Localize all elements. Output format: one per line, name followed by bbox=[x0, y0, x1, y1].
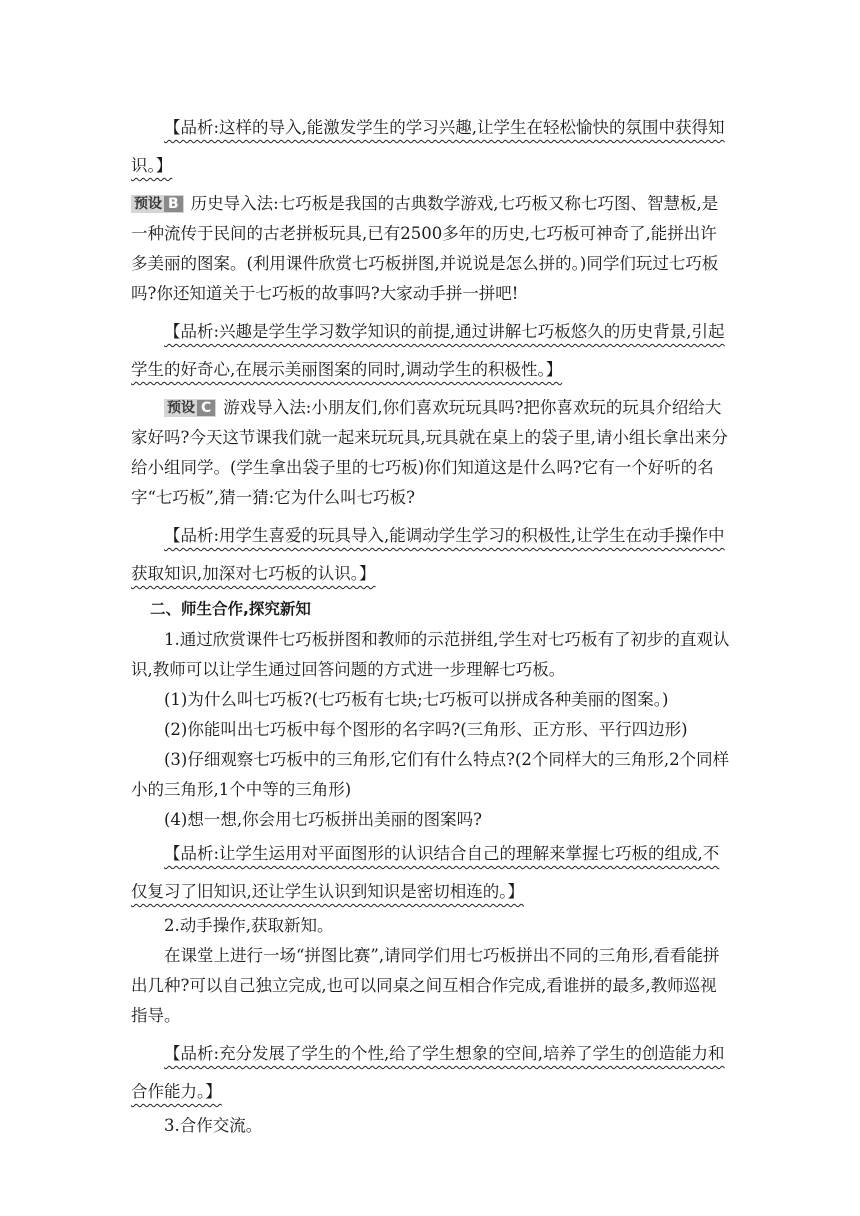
analysis-note: 【品析:让学生运用对平面图形的认识结合自己的理解来掌握七巧板的组成,不仅复习了旧知识,还让学生认识到知识是密切相连的。】 bbox=[131, 844, 720, 901]
analysis-note: 【品析:用学生喜爱的玩具导入,能调动学生学习的积极性,让学生在动手操作中获取知识,加深对七巧板的认识。】 bbox=[131, 526, 725, 583]
analysis-note: 【品析:兴趣是学生学习数学知识的前提,通过讲解七巧板悠久的历史背景,引起学生的好奇心,在展示美丽图案的同时,调动学生的积极性。】 bbox=[131, 322, 725, 379]
preset-c-text: 游戏导入法:小朋友们,你们喜欢玩玩具吗?把你喜欢玩的玩具介绍给大家好吗?今天这节课我们就一起来玩玩具,玩具就在桌上的袋子里,请小组长拿出来分给小组同学。(学生拿出袋子里的七巧板)你们知道这是什么吗?它有一个好听的名字“七巧板”,猜一猜:它为什么叫七巧板? bbox=[131, 398, 728, 507]
analysis-note: 【品析:这样的导入,能激发学生的学习兴趣,让学生在轻松愉快的氛围中获得知识。】 bbox=[131, 118, 725, 175]
analysis-note: 【品析:充分发展了学生的个性,给了学生想象的空间,培养了学生的创造能力和合作能力。】 bbox=[131, 1044, 725, 1101]
body-paragraph: 在课堂上进行一场“拼图比赛”,请同学们用七巧板拼出不同的三角形,看看能拼出几种?可以自己独立完成,也可以同桌之间互相合作完成,看谁拼的最多,教师巡视指导。 bbox=[131, 946, 720, 1025]
body-paragraph: 3.合作交流。 bbox=[164, 1116, 263, 1135]
preset-b-text: 历史导入法:七巧板是我国的古典数学游戏,七巧板又称七巧图、智慧板,是一种流传于民间的古老拼板玩具,已有2500多年的历史,七巧板可神奇了,能拼出许多美丽的图案。(利用课件欣赏七巧板拼图,并说说是怎么拼的。)同学们玩过七巧板吗?你还知道关于七巧板的故事吗?大家动手拼一拼吧! bbox=[131, 194, 719, 303]
question-item: (4)想一想,你会用七巧板拼出美丽的图案吗? bbox=[164, 810, 482, 829]
question-item: (1)为什么叫七巧板?(七巧板有七块;七巧板可以拼成各种美丽的图案。) bbox=[164, 690, 669, 709]
section-heading: 二、师生合作,探究新知 bbox=[150, 600, 311, 618]
preset-c-paragraph bbox=[131, 393, 731, 513]
question-item: (3)仔细观察七巧板中的三角形,它们有什么特点?(2个同样大的三角形,2个同样小的三角形,1个中等的三角形) bbox=[131, 750, 730, 799]
body-paragraph: 1.通过欣赏课件七巧板拼图和教师的示范拼组,学生对七巧板有了初步的直观认识,教师可以让学生通过回答问题的方式进一步理解七巧板。 bbox=[131, 630, 730, 679]
preset-b-paragraph bbox=[131, 189, 731, 309]
body-paragraph: 2.动手操作,获取新知。 bbox=[164, 916, 334, 935]
question-item: (2)你能叫出七巧板中每个图形的名字吗?(三角形、正方形、平行四边形) bbox=[164, 720, 688, 739]
document-body bbox=[131, 109, 731, 1141]
preset-b-badge: 预设 B bbox=[131, 195, 184, 213]
preset-c-badge: 预设 C bbox=[164, 399, 216, 417]
